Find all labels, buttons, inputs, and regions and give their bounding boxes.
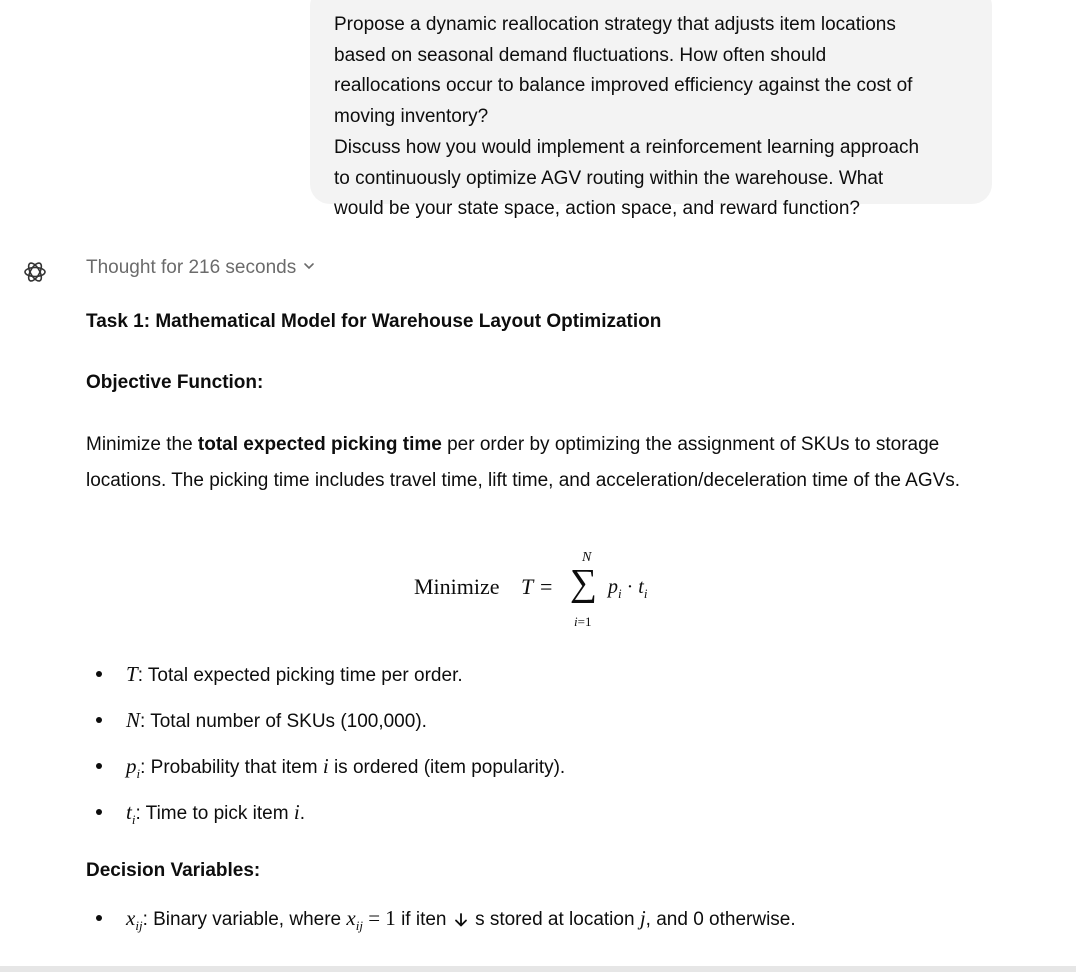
sum-upper-limit: N bbox=[582, 550, 592, 565]
user-message-bubble bbox=[310, 0, 992, 220]
list-item-text: s stored at location bbox=[475, 909, 640, 930]
user-message-line: to continuously optimize AGV routing within the warehouse. What bbox=[334, 167, 884, 189]
math-symbol: $x_{ij}$ bbox=[346, 906, 363, 934]
objective-heading: Objective Function: bbox=[86, 372, 264, 393]
list-item bbox=[86, 661, 986, 707]
list-item bbox=[86, 799, 986, 845]
user-message-line: Discuss how you would implement a reinforcement learning approach bbox=[334, 136, 920, 158]
list-item-text: : Total expected picking time per order. bbox=[137, 665, 463, 686]
list-item-text: : Probability that item bbox=[140, 757, 323, 778]
user-message-line: moving inventory? bbox=[334, 106, 489, 128]
list-item-text: if iten bbox=[395, 909, 447, 930]
formula-rhs: $p_i \cdot t_i$ bbox=[608, 576, 648, 601]
thought-label: Thought for 216 seconds bbox=[86, 257, 297, 278]
user-message-line: based on seasonal demand fluctuations. How often should bbox=[334, 44, 827, 66]
objective-paragraph bbox=[86, 427, 991, 499]
list-item bbox=[86, 905, 986, 951]
list-item-text: is ordered (item popularity). bbox=[328, 757, 566, 778]
user-message-line: reallocations occur to balance improved efficiency against the cost of bbox=[334, 75, 913, 97]
list-item-text: , and 0 otherwise. bbox=[645, 909, 796, 930]
chevron-down-icon bbox=[302, 255, 316, 281]
math-symbol: i bbox=[293, 800, 300, 824]
math-symbol: T bbox=[126, 662, 138, 686]
sum-lower-limit: i=1 bbox=[574, 614, 592, 629]
thought-toggle[interactable] bbox=[86, 255, 316, 281]
math-symbol: $p_i$ bbox=[126, 754, 141, 782]
sum-sigma: ∑ bbox=[570, 562, 598, 604]
list-item-text: : Total number of SKUs (100,000). bbox=[140, 711, 427, 732]
user-message-line: would be your state space, action space, and reward function? bbox=[334, 198, 860, 220]
list-item bbox=[86, 753, 986, 799]
list-item bbox=[86, 707, 986, 753]
math-symbol: $t_i$ bbox=[126, 800, 136, 828]
objective-formula bbox=[414, 550, 684, 634]
math-symbol: N bbox=[126, 708, 141, 732]
formula-lhs: T bbox=[521, 574, 534, 599]
math-symbol: $x_{ij}$ bbox=[126, 906, 143, 934]
openai-logo-icon bbox=[22, 259, 48, 285]
list-item-text: : Time to pick item bbox=[135, 803, 294, 824]
composer-top-edge bbox=[0, 966, 1076, 972]
objective-text: Minimize the bbox=[86, 434, 198, 455]
list-item-text: : Binary variable, where bbox=[142, 909, 347, 930]
math-symbol: i bbox=[322, 754, 329, 778]
scroll-down-button[interactable] bbox=[448, 907, 474, 933]
arrow-down-icon bbox=[452, 911, 470, 929]
objective-text: per order by optimizing the assignment of SKUs to storage locations. The picking time includes travel time, lift time, and acceleration/deceleration time of the AGVs. bbox=[86, 434, 961, 491]
decision-heading: Decision Variables: bbox=[86, 860, 261, 881]
task-heading: Task 1: Mathematical Model for Warehouse Layout Optimization bbox=[86, 311, 662, 332]
math-symbol: j bbox=[639, 906, 646, 930]
math-equation: = 1 bbox=[362, 906, 396, 930]
decision-list bbox=[86, 905, 986, 951]
formula-word: Minimize bbox=[414, 574, 500, 599]
user-message-line: Propose a dynamic reallocation strategy that adjusts item locations bbox=[334, 14, 896, 35]
objective-bold: total expected picking time bbox=[197, 434, 442, 455]
formula-equals: = bbox=[540, 574, 553, 599]
variable-list bbox=[86, 661, 986, 845]
list-item-text: . bbox=[299, 803, 305, 824]
